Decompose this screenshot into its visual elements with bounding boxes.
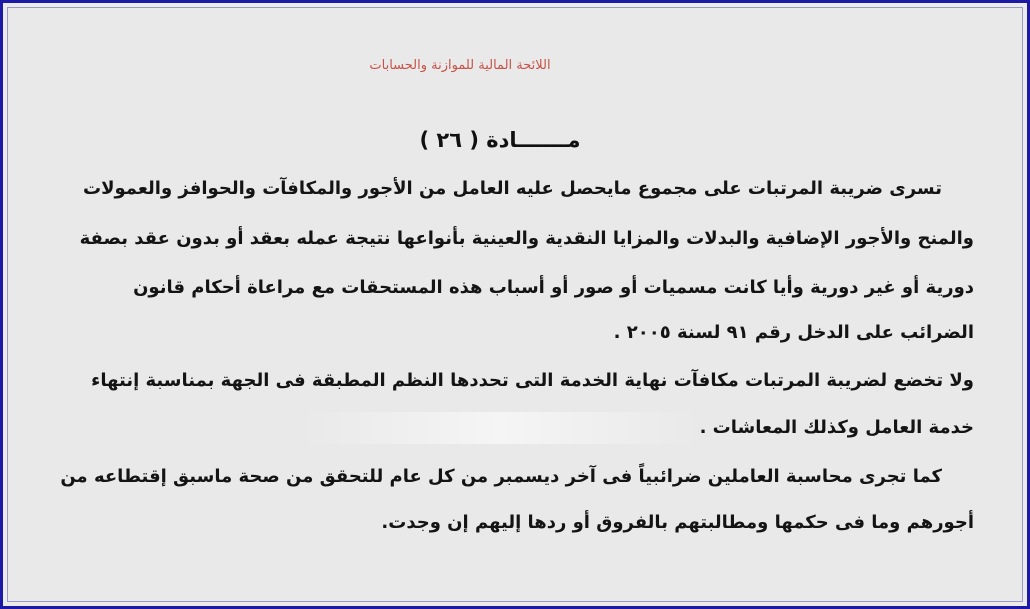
header-note: اللائحة المالية للموازنة والحسابات: [369, 58, 551, 73]
text-line: كما تجرى محاسبة العاملين ضرائبياً فى آخر ديسمبر من كل عام للتحقق من صحة ماسبق إقتطاعه من: [60, 466, 942, 487]
faded-watermark: [300, 412, 700, 444]
text-line: خدمة العامل وكذلك المعاشات .: [699, 417, 974, 438]
text-line: والمنح والأجور الإضافية والبدلات والمزايا النقدية والعينية بأنواعها نتيجة عمله بعقد أو بدون عقد بصفة: [79, 228, 974, 249]
article-title: مـــــــادة ( ٢٦ ): [419, 128, 581, 152]
text-line: ولا تخضع لضريبة المرتبات مكافآت نهاية الخدمة التى تحددها النظم المطبقة فى الجهة بمناسبة إنتهاء: [91, 370, 974, 391]
text-line: تسرى ضريبة المرتبات على مجموع مايحصل عليه العامل من الأجور والمكافآت والحوافز والعمولات: [83, 178, 942, 199]
text-line: أجورهم وما فى حكمها ومطالبتهم بالفروق أو ردها إليهم إن وجدت.: [381, 512, 974, 533]
text-line: دورية أو غير دورية وأيا كانت مسميات أو صور أو أسباب هذه المستحقات مع مراعاة أحكام قانون: [133, 277, 974, 298]
text-line: الضرائب على الدخل رقم ٩١ لسنة ٢٠٠٥ .: [613, 322, 974, 343]
